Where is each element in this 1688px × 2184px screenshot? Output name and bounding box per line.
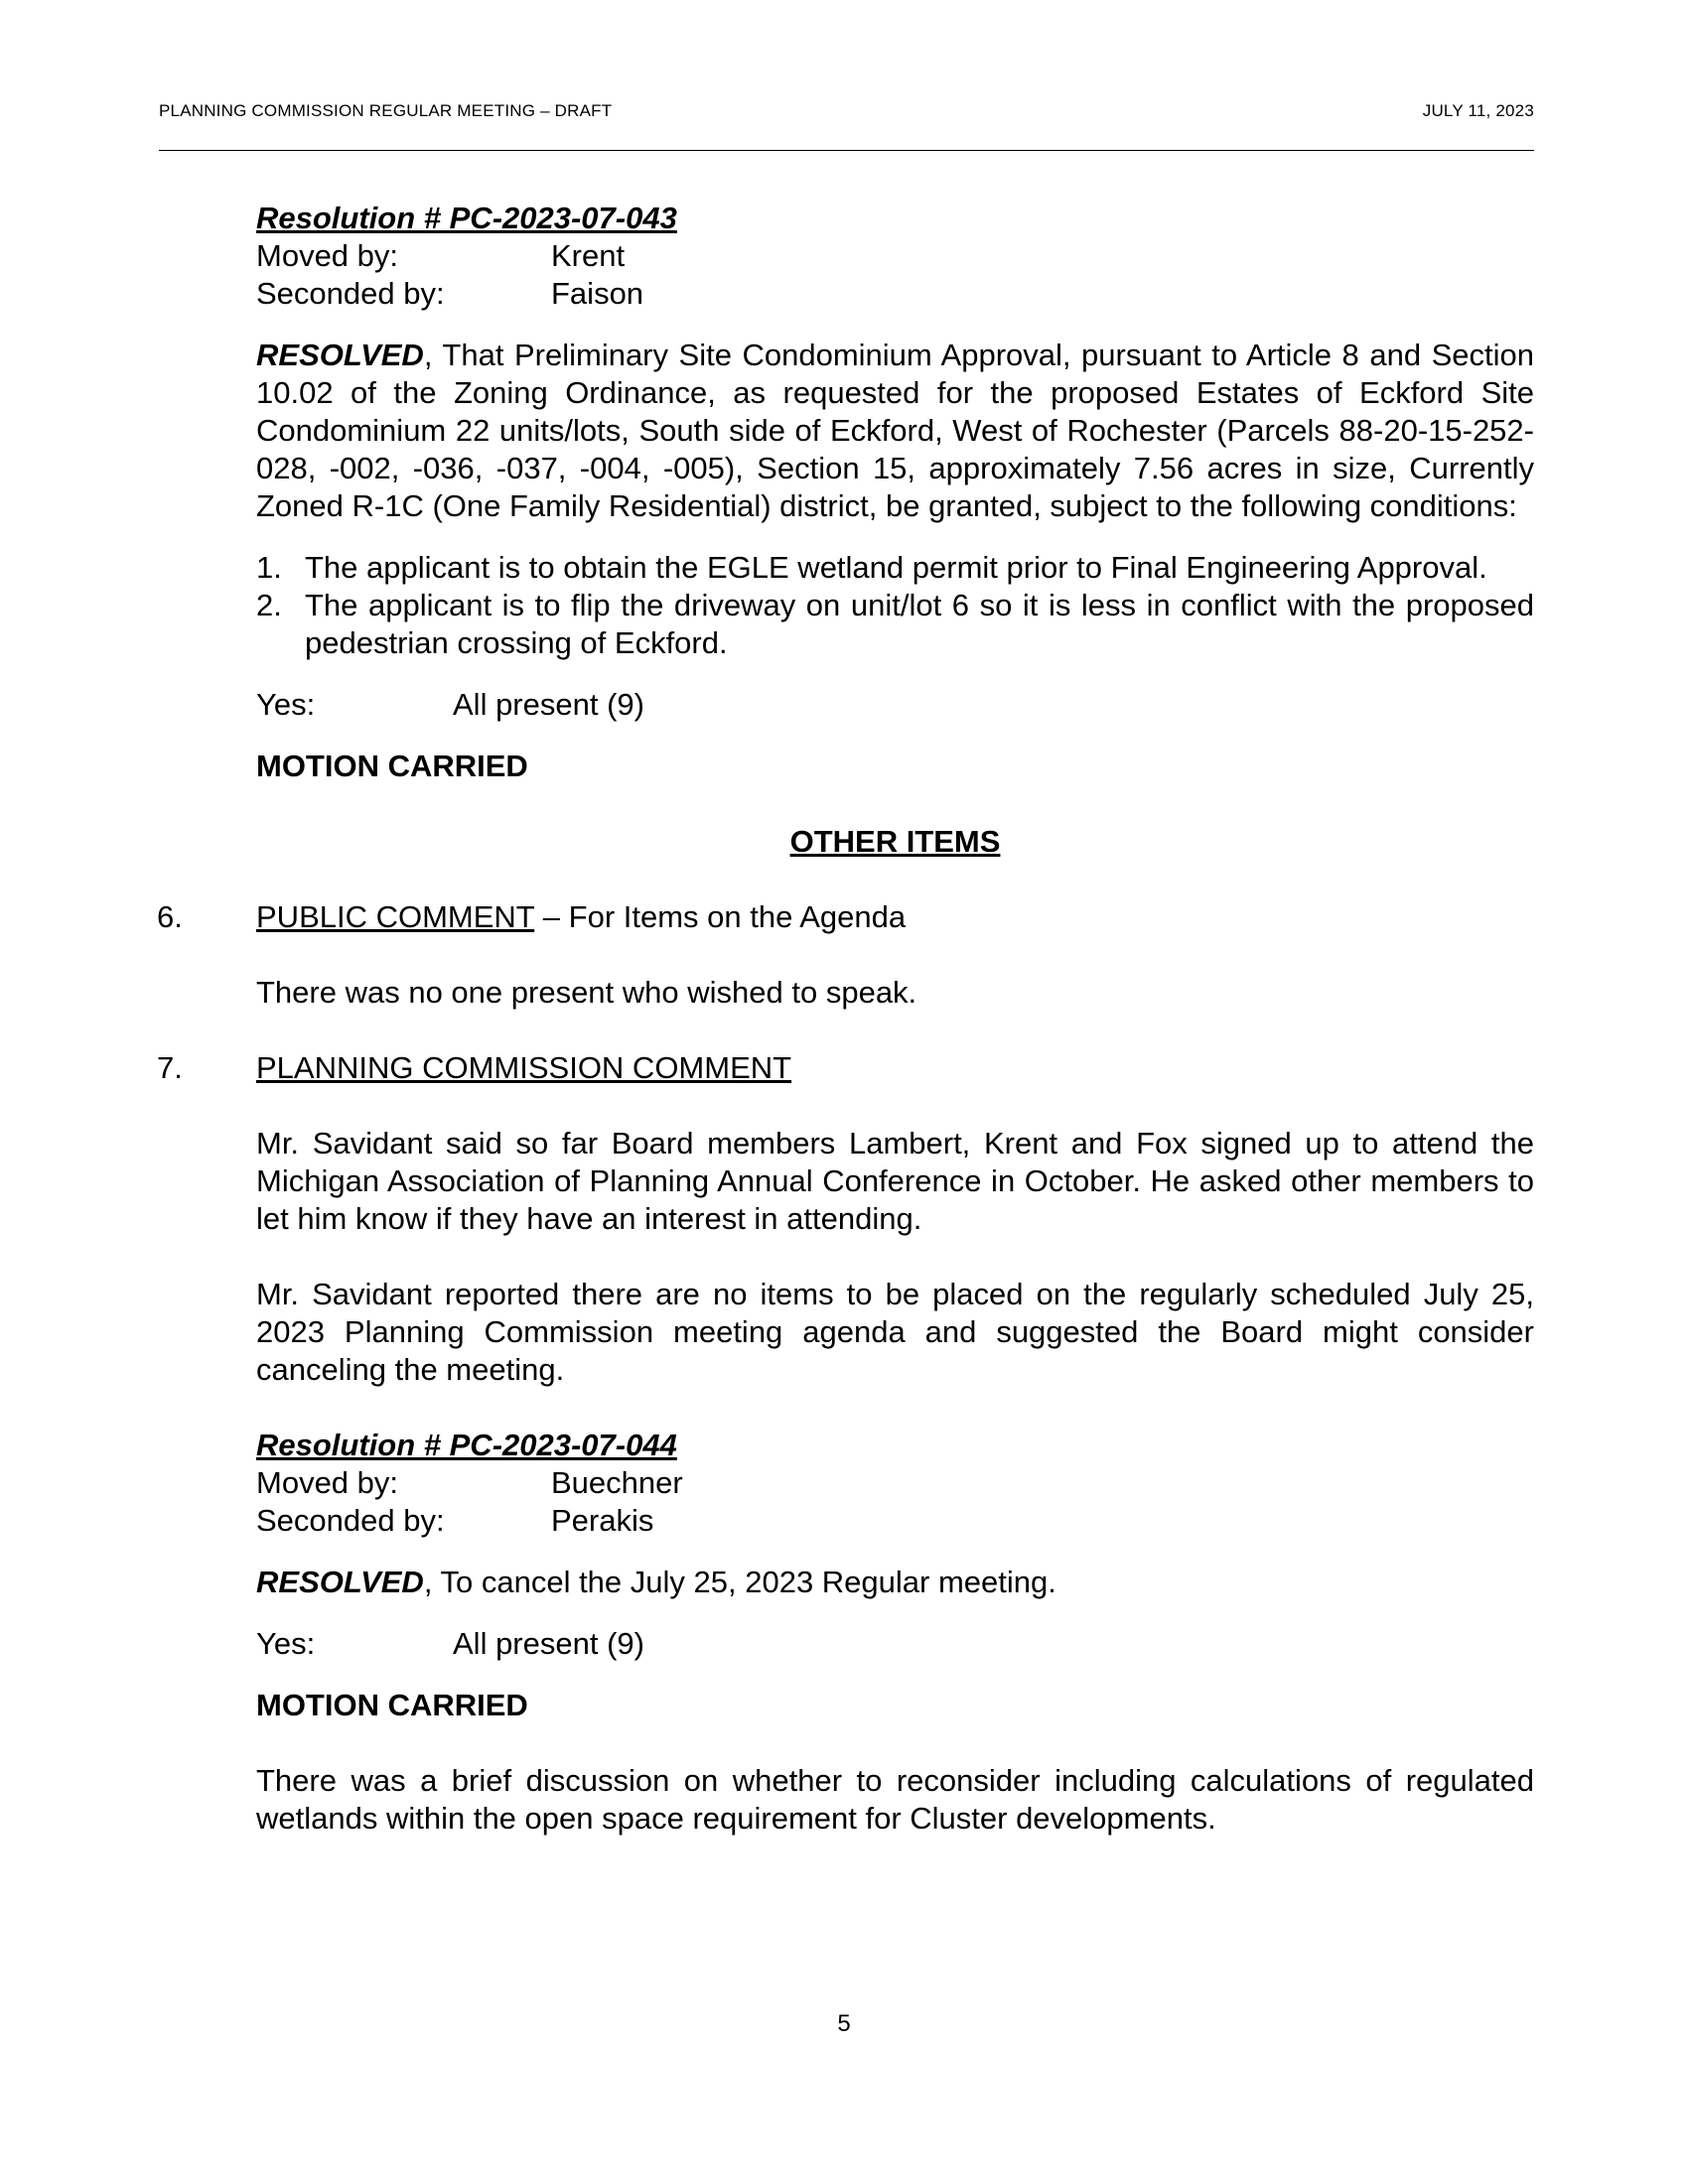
resolution-title: Resolution # PC-2023-07-044 (256, 1428, 677, 1462)
header-date: JULY 11, 2023 (1422, 101, 1534, 120)
item-title: PUBLIC COMMENT (256, 899, 535, 934)
document-body (157, 200, 1534, 1838)
moved-by-row (256, 237, 1534, 275)
resolved-paragraph (256, 337, 1534, 525)
moved-by-value: Krent (551, 238, 626, 273)
condition-number: 1. (256, 550, 282, 585)
header-divider (159, 150, 1534, 151)
resolution-title: Resolution # PC-2023-07-043 (256, 201, 677, 235)
item-7-paragraph-2: Mr. Savidant reported there are no items to be placed on the regularly scheduled July 25, 2023 Planning Commission meeting agenda and suggested the Board might consider canceling the meeting. (256, 1277, 1534, 1387)
condition-item (256, 587, 1534, 662)
resolved-label: RESOLVED (256, 338, 424, 372)
agenda-item-6 (157, 898, 1534, 936)
condition-number: 2. (256, 588, 282, 622)
conditions-list (256, 549, 1534, 662)
motion-status: MOTION CARRIED (256, 749, 528, 783)
item-number: 7. (157, 1050, 183, 1085)
moved-by-label: Moved by: (256, 1465, 399, 1500)
vote-row (256, 1625, 1534, 1663)
item-7-paragraph-1: Mr. Savidant said so far Board members Lambert, Krent and Fox signed up to attend the Michigan Association of Planning Annual Conference in October. He asked other members to let him know if they have an interest in attending. (256, 1126, 1534, 1236)
condition-item (256, 549, 1534, 587)
resolution-block-044 (256, 1427, 1534, 1724)
section-heading-other-items: OTHER ITEMS (789, 824, 1001, 859)
closing-paragraph: There was a brief discussion on whether to reconsider including calculations of regulated wetlands within the open space requirement for Cluster developments. (256, 1763, 1534, 1836)
resolution-block-043 (256, 200, 1534, 785)
agenda-item-7 (157, 1049, 1534, 1087)
seconded-by-value: Perakis (551, 1503, 654, 1538)
seconded-by-row (256, 275, 1534, 313)
item-title: PLANNING COMMISSION COMMENT (256, 1050, 792, 1085)
resolved-text: , That Preliminary Site Condominium Approval, pursuant to Article 8 and Section 10.02 of the Zoning Ordinance, as requested for the proposed Estates of Eckford Site Condominium 22 units/lots, South side of Eckford, West of Rochester (Parcels 88-20-15-252-028, -002, -036, -037, -004, -005), Section 15, approximately 7.56 acres in size, Currently Zoned R-1C (One Family Residential) district, be granted, subject to the following conditions: (256, 338, 1534, 523)
moved-by-value: Buechner (551, 1465, 683, 1500)
vote-label: Yes: (256, 687, 316, 722)
resolved-paragraph (256, 1564, 1534, 1601)
moved-by-label: Moved by: (256, 238, 399, 273)
page-header (159, 101, 1534, 121)
resolved-text: , To cancel the July 25, 2023 Regular meeting. (423, 1565, 1056, 1599)
item-number: 6. (157, 899, 183, 934)
seconded-by-label: Seconded by: (256, 276, 445, 311)
item-6-body: There was no one present who wished to speak. (256, 975, 917, 1010)
seconded-by-label: Seconded by: (256, 1503, 445, 1538)
seconded-by-value: Faison (551, 276, 644, 311)
moved-by-row (256, 1464, 1534, 1502)
resolved-label: RESOLVED (256, 1565, 424, 1599)
motion-status: MOTION CARRIED (256, 1688, 528, 1722)
page-number: 5 (837, 2010, 851, 2037)
vote-label: Yes: (256, 1626, 316, 1661)
item-title-suffix: – For Items on the Agenda (534, 899, 907, 934)
condition-text: The applicant is to flip the driveway on unit/lot 6 so it is less in conflict with the proposed pedestrian crossing of Eckford. (305, 588, 1534, 660)
header-meeting-title: PLANNING COMMISSION REGULAR MEETING – DRAFT (159, 101, 613, 120)
vote-value: All present (9) (453, 1626, 644, 1661)
vote-value: All present (9) (453, 687, 644, 722)
vote-row (256, 686, 1534, 724)
seconded-by-row (256, 1502, 1534, 1540)
condition-text: The applicant is to obtain the EGLE wetland permit prior to Final Engineering Approval. (305, 550, 1487, 585)
